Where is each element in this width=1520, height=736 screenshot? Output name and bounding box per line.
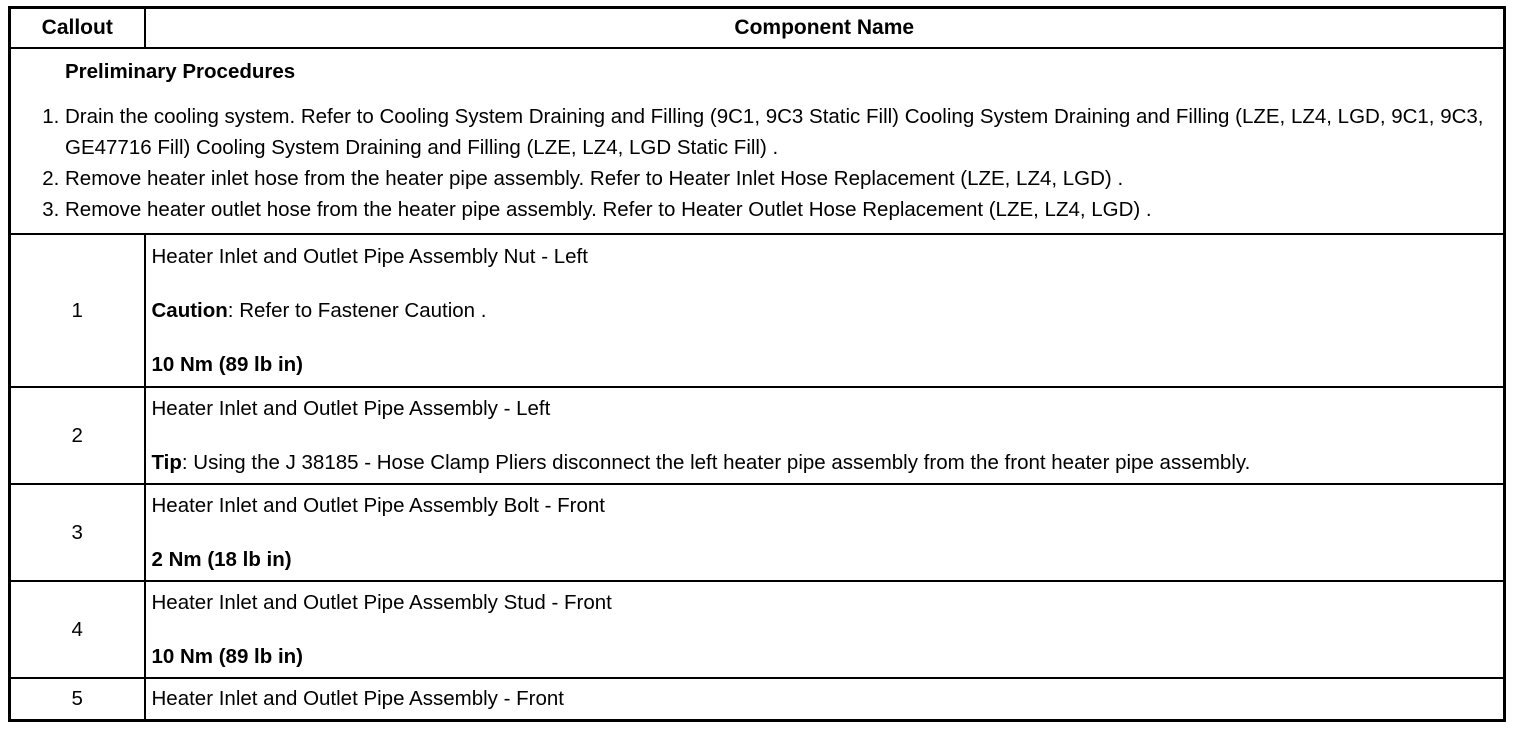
component-name: Heater Inlet and Outlet Pipe Assembly Bolt - Front xyxy=(151,494,605,517)
tip-note xyxy=(152,449,1498,476)
step-1: 1. Drain the cooling system. Refer to Cooling System Draining and Filling (9C1, 9C3 Static Fill) Cooling System Draining and Filling (LZE, LZ4, LGD, 9C1, 9C3, GE47716 Fill) Cooling System Draining and Filling (LZE, LZ4, LGD Static Fill) . xyxy=(65,101,1503,163)
tip-label: Tip xyxy=(151,451,182,474)
preliminary-procedures xyxy=(10,48,1505,234)
table-row xyxy=(10,484,1505,581)
caution-text: : Refer to Fastener Caution . xyxy=(227,299,487,322)
preliminary-row xyxy=(10,48,1505,234)
callout-number: 3 xyxy=(10,484,145,581)
step-2: 2. Remove heater inlet hose from the heater pipe assembly. Refer to Heater Inlet Hose Replacement (LZE, LZ4, LGD) . xyxy=(65,163,1503,194)
preliminary-steps xyxy=(11,101,1503,225)
component-name: Heater Inlet and Outlet Pipe Assembly Stud - Front xyxy=(151,591,612,614)
tip-text: : Using the J 38185 - Hose Clamp Pliers disconnect the left heater pipe assembly from the front heater pipe assembly. xyxy=(181,451,1251,474)
caution-label: Caution xyxy=(151,299,228,322)
header-row xyxy=(10,8,1505,49)
table-row xyxy=(10,387,1505,484)
torque-spec: 10 Nm (89 lb in) xyxy=(151,353,304,376)
callout-number: 4 xyxy=(10,581,145,678)
callout-header: Callout xyxy=(10,8,145,49)
caution-note xyxy=(152,297,1498,324)
component-cell xyxy=(145,484,1505,581)
component-cell xyxy=(145,678,1505,720)
table-row xyxy=(10,234,1505,387)
component-name-header: Component Name xyxy=(145,8,1505,49)
table-row xyxy=(10,581,1505,678)
step-3: 3. Remove heater outlet hose from the heater pipe assembly. Refer to Heater Outlet Hose Replacement (LZE, LZ4, LGD) . xyxy=(65,194,1503,225)
table-row xyxy=(10,678,1505,720)
component-cell xyxy=(145,581,1505,678)
component-name: Heater Inlet and Outlet Pipe Assembly Nut - Left xyxy=(151,245,588,268)
callout-number: 1 xyxy=(10,234,145,387)
component-cell xyxy=(145,387,1505,484)
torque-spec: 10 Nm (89 lb in) xyxy=(151,645,304,668)
preliminary-title: Preliminary Procedures xyxy=(65,60,296,83)
component-cell xyxy=(145,234,1505,387)
torque-spec: 2 Nm (18 lb in) xyxy=(151,548,292,571)
component-name: Heater Inlet and Outlet Pipe Assembly - Left xyxy=(151,397,551,420)
callout-number: 5 xyxy=(10,678,145,720)
callout-number: 2 xyxy=(10,387,145,484)
component-table xyxy=(8,6,1506,722)
component-name: Heater Inlet and Outlet Pipe Assembly - Front xyxy=(151,687,564,711)
